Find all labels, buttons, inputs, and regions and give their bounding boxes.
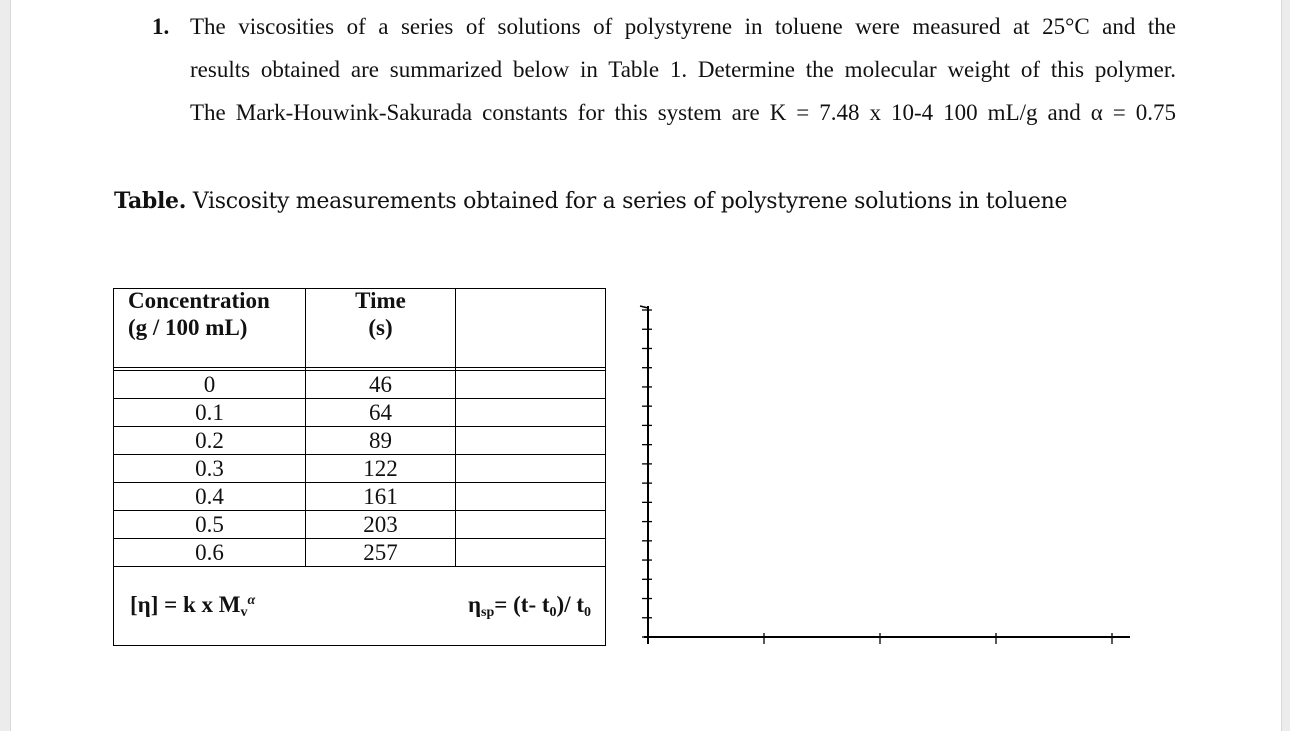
blank-header	[456, 289, 606, 368]
concentration-cell: 0.1	[114, 399, 306, 427]
caption-label: Table.	[114, 188, 187, 214]
concentration-cell: 0.4	[114, 483, 306, 511]
time-header-unit: (s)	[368, 315, 393, 340]
table-row	[114, 539, 606, 567]
blank-graph-axes	[630, 296, 1140, 656]
time-cell: 122	[306, 455, 456, 483]
concentration-cell: 0	[114, 371, 306, 399]
blank-cell	[456, 483, 606, 511]
concentration-header-unit: (g / 100 mL)	[128, 315, 248, 340]
problem-line-2: results obtained are summarized below in Table 1. Determine the molecular weight of this polymer.	[190, 57, 1176, 82]
mark-houwink-formula: [η] = k x $M_v^\alpha$	[130, 591, 256, 620]
blank-cell	[456, 455, 606, 483]
caption-text: Viscosity measurements obtained for a series of polystyrene solutions in toluene	[186, 189, 1068, 214]
table-row	[114, 455, 606, 483]
viscosity-table	[113, 288, 606, 646]
table-row	[114, 511, 606, 539]
x-axis-ticks	[648, 633, 1112, 644]
concentration-header-title: Concentration	[128, 288, 270, 313]
formula-cell	[114, 567, 606, 646]
table-caption	[114, 188, 1067, 214]
concentration-cell: 0.5	[114, 511, 306, 539]
concentration-header	[114, 289, 306, 368]
table-row	[114, 399, 606, 427]
concentration-cell: 0.3	[114, 455, 306, 483]
time-cell: 203	[306, 511, 456, 539]
page-edge-left	[0, 0, 11, 731]
problem-line-3: The Mark-Houwink-Sakurada constants for this system are K = 7.48 x 10-4 100 mL/g and α = 0.75	[190, 100, 1176, 125]
blank-cell	[456, 399, 606, 427]
time-cell: 64	[306, 399, 456, 427]
concentration-cell: 0.2	[114, 427, 306, 455]
time-cell: 89	[306, 427, 456, 455]
problem-line-1: The viscosities of a series of solutions of polystyrene in toluene were measured at 25°C and the	[190, 14, 1176, 39]
time-cell: 46	[306, 371, 456, 399]
blank-cell	[456, 539, 606, 567]
time-header-title: Time	[355, 288, 406, 313]
time-cell: 161	[306, 483, 456, 511]
table-header-row	[114, 289, 606, 368]
time-cell: 257	[306, 539, 456, 567]
time-header	[306, 289, 456, 368]
formula-row	[114, 567, 606, 646]
table-row	[114, 483, 606, 511]
blank-cell	[456, 371, 606, 399]
problem-number: 1.	[152, 14, 170, 39]
page-edge-right	[1281, 0, 1290, 731]
blank-cell	[456, 511, 606, 539]
blank-cell	[456, 427, 606, 455]
table-row	[114, 371, 606, 399]
table-row	[114, 427, 606, 455]
specific-viscosity-formula: $\eta_{sp}= (t-$ $t_0)/$ $t_0$	[467, 591, 591, 620]
concentration-cell: 0.6	[114, 539, 306, 567]
y-axis-top-cap	[640, 306, 648, 308]
